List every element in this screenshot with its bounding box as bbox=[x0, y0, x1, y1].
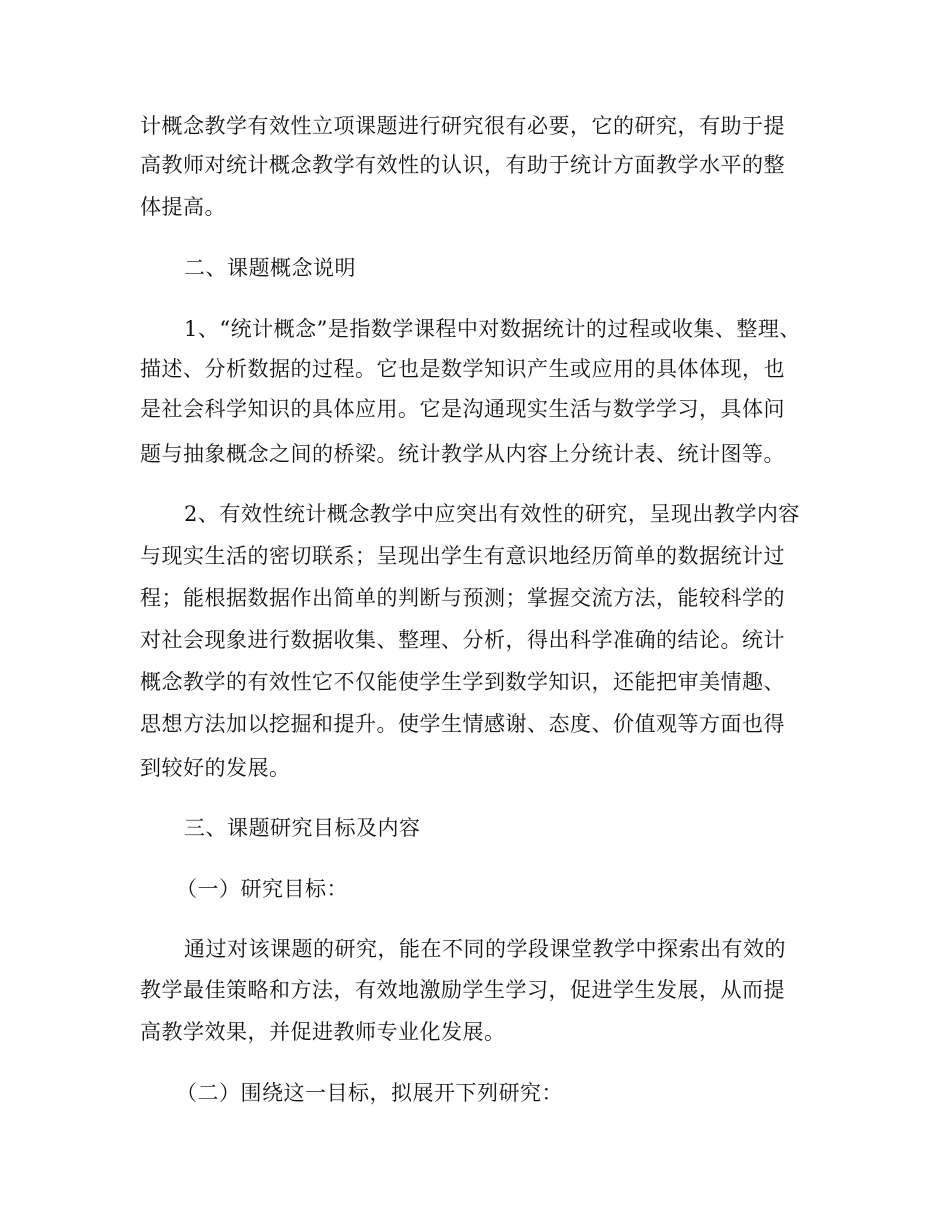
paragraph-line: 高教学效果，并促进教师专业化发展。 bbox=[140, 1020, 506, 1044]
paragraph-line: 通过对该课题的研究，能在不同的学段课堂教学中探索出有效的 bbox=[184, 937, 786, 961]
paragraph-line: 与现实生活的密切联系；呈现出学生有意识地经历简单的数据统计过 bbox=[140, 544, 785, 568]
paragraph-line: 1、“统计概念”是指数学课程中对数据统计的过程或收集、整理、 bbox=[184, 317, 801, 341]
section-heading: 三、课题研究目标及内容 bbox=[184, 816, 421, 840]
sub-heading: （一）研究目标： bbox=[176, 877, 348, 901]
paragraph-line: 是社会科学知识的具体应用。它是沟通现实生活与数学学习，具体问 bbox=[140, 397, 785, 421]
paragraph-line: 2、有效性统计概念教学中应突出有效性的研究，呈现出教学内容 bbox=[184, 502, 800, 526]
paragraph-line: 对社会现象进行数据收集、整理、分析，得出科学准确的结论。统计 bbox=[140, 628, 785, 652]
paragraph-line: 体提高。 bbox=[140, 195, 226, 219]
sub-heading: （二）围绕这一目标，拟展开下列研究： bbox=[176, 1081, 563, 1105]
section-heading: 二、课题概念说明 bbox=[184, 256, 356, 280]
paragraph-line: 高教师对统计概念教学有效性的认识，有助于统计方面教学水平的整 bbox=[140, 153, 785, 177]
paragraph-line: 描述、分析数据的过程。它也是数学知识产生或应用的具体体现，也 bbox=[140, 357, 785, 381]
paragraph-line: 思想方法加以挖掘和提升。使学生情感谢、态度、价值观等方面也得 bbox=[140, 712, 785, 736]
paragraph-line: 到较好的发展。 bbox=[140, 756, 291, 780]
paragraph-line: 计概念教学有效性立项课题进行研究很有必要，它的研究，有助于提 bbox=[140, 114, 785, 138]
paragraph-line: 教学最佳策略和方法，有效地激励学生学习，促进学生发展，从而提 bbox=[140, 978, 785, 1002]
paragraph-line: 程；能根据数据作出简单的判断与预测；掌握交流方法，能较科学的 bbox=[140, 586, 785, 610]
paragraph-line: 概念教学的有效性它不仅能使学生学到数学知识，还能把审美情趣、 bbox=[140, 670, 785, 694]
paragraph-line: 题与抽象概念之间的桥梁。统计教学从内容上分统计表、统计图等。 bbox=[140, 442, 785, 466]
